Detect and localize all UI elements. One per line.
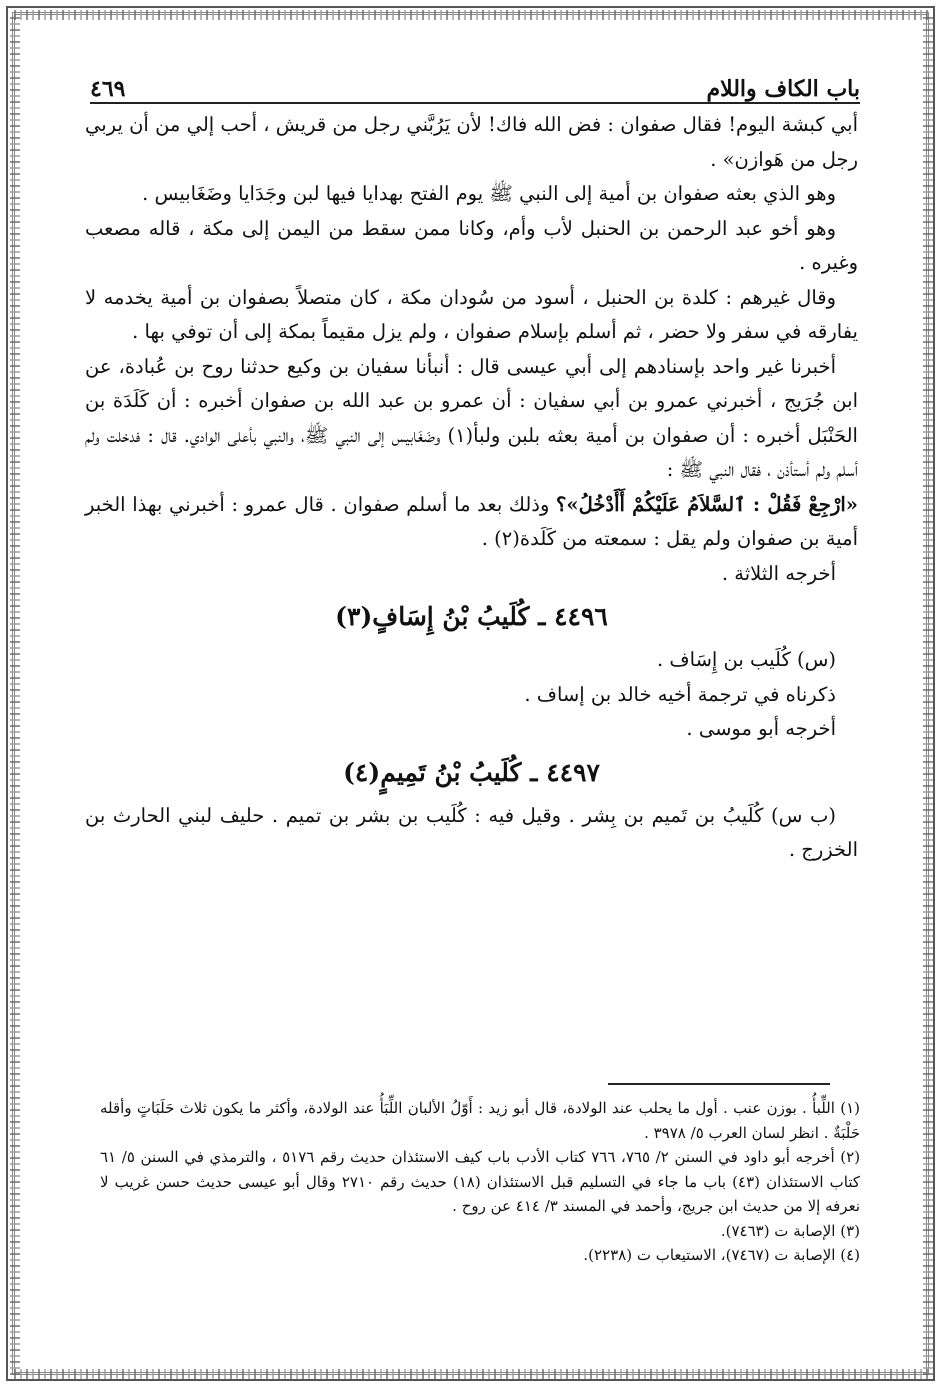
page-number: ٤٦٩ xyxy=(90,76,126,102)
paragraph: وقال غيرهم : كلدة بن الحنبل ، أسود من سُودان مكة ، كان متصلاً بصفوان بن أمية يخدمه لا يفارقه في سفر ولا حضر ، ثم أسلم بإسلام صفوان ، ولم يزل مقيماً بمكة إلى أن توفي بها . xyxy=(85,285,858,343)
hadith-quote: «ارْجِعْ فَقُلْ : ٱلسَّلاَمُ عَلَيْكُمْ أَأَدْخُلُ»؟ xyxy=(556,492,858,516)
footnotes xyxy=(100,1096,860,1268)
page-content xyxy=(85,64,860,868)
footnote: (٢) أخرجه أبو داود في السنن ٢/ ٧٦٥، ٧٦٦ كتاب الأدب باب كيف الاستئذان حديث رقم ٥١٧٦ ، والترمذي في السنن ٥/ ٦١ كتاب الاستئذان (٤٣) باب ما جاء في التسليم قبل الاستئذان (١٨) حديث رقم ٢٧١٠ وقال أبو عيسى حديث حسن غريب لا نعرفه إلا من حديث ابن جريج، وأحمد في المسند ٣/ ٤١٤ عن روح . xyxy=(100,1148,861,1215)
entry-heading: ٤٤٩٧ ـ كُلَيبُ بْنُ تَمِيمٍ(٤) xyxy=(343,757,600,787)
quote-continuation: وذلك بعد ما أسلم صفوان . قال عمرو : أخبرني بهذا الخبر أمية بن صفوان ولم يقل : سمعته من كَلَدة(٢) . xyxy=(85,492,858,550)
footnote: (٤) الإصابة ت (٧٤٦٧)، الاستيعاب ت (٢٢٣٨). xyxy=(583,1246,860,1264)
footnote: (٣) الإصابة ت (٧٤٦٣). xyxy=(720,1221,860,1240)
ornament-border-top xyxy=(14,10,929,20)
ornament-border-right xyxy=(923,14,933,1375)
paragraph: أخبرنا غير واحد بإسنادهم إلى أبي عيسى قال : أنبأنا سفيان بن وكيع حدثنا روح بن عُبادة، عن ابن جُرَيج ، أخبرني عمرو بن أبي سفيان : أن عمرو بن عبد الله بن صفوان أخبره : أن كَلَدَة بن الحَنْبَل أخبره : أن صفوان بن أمية بعثه بلبن ولبأ(١) وضَغَابيس إلى النبي ﷺ، والنبي بأعلى الوادي. قال : فدخلت ولم أسلم ولم أستأذن ، فقال النبي ﷺ : xyxy=(85,354,858,481)
paragraph: وهو أخو عبد الرحمن بن الحنبل لأب وأم، وكانا ممن سقط من اليمن إلى مكة ، قاله مصعب وغيره . xyxy=(85,216,858,274)
entry-line: ذكرناه في ترجمة أخيه خالد بن إساف . xyxy=(524,682,836,706)
main-text xyxy=(85,108,858,868)
paragraph: أبي كبشة اليوم! فقال صفوان : فض الله فاك! لأن يَرُبَّني رجل من قريش ، أحب إلي من أن يربي رجل من هَوازن» . xyxy=(85,113,858,171)
takhrij-line: أخرجه الثلاثة . xyxy=(721,561,836,585)
entry-line: (س) كُلَيب بن إِسَاف . xyxy=(657,648,836,671)
entry-heading: ٤٤٩٦ ـ كُلَيبُ بْنُ إِسَافٍ(٣) xyxy=(335,602,608,631)
ornament-border-left xyxy=(10,14,20,1375)
paragraph: وهو الذي بعثه صفوان بن أمية إلى النبي ﷺ يوم الفتح بهدايا فيها لبن وجَدَايا وضَغَابيس . xyxy=(142,182,836,205)
footnote-separator xyxy=(608,1083,830,1085)
entry-line: أخرجه أبو موسى . xyxy=(686,717,836,740)
chapter-title: باب الكاف واللام xyxy=(706,76,860,102)
ornament-border-bottom xyxy=(14,1369,929,1379)
paragraph-quote xyxy=(85,488,858,557)
footnote: (١) اللِّبأُ . بوزن عنب . أول ما يحلب عند الولادة، قال أبو زيد : أَوّلُ الألبان اللِّبَأُ عند الولادة، وأكثر ما يكون ثلاث حَلَبَاتٍ وأقله حَلْبَةٌ . انظر لسان العرب ٥/ ٣٩٧٨ . xyxy=(100,1099,860,1142)
entry-text: (ب س) كُلَيبُ بن تَميم بن بِشر . وقيل فيه : كُلَيب بن بشر بن تميم . حليف لبني الحارث بن الخزرج . xyxy=(85,803,858,861)
running-header xyxy=(90,64,860,104)
